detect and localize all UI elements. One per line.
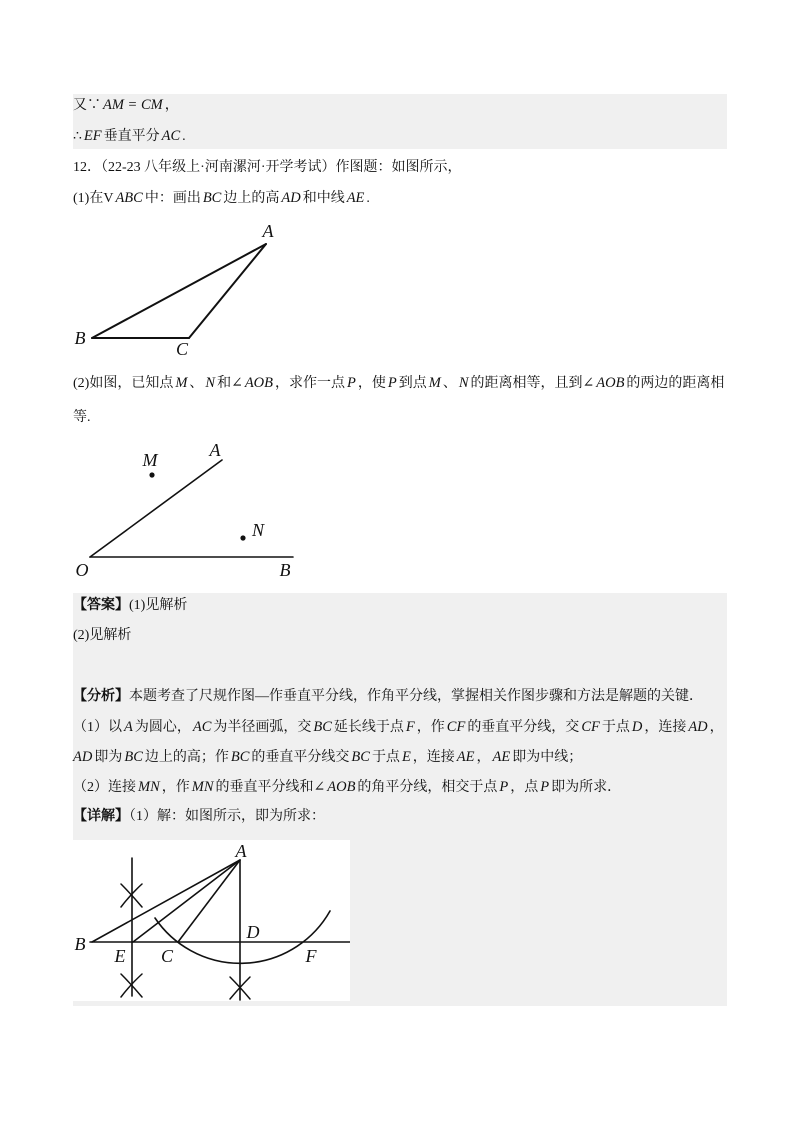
text-run: （1）以 bbox=[73, 720, 122, 735]
point-label-e: E bbox=[114, 946, 126, 966]
text-run: 和中线 bbox=[302, 191, 345, 206]
text-run: ，点 bbox=[510, 780, 539, 795]
point-label-b: B bbox=[74, 328, 86, 348]
math-expression: P bbox=[540, 779, 550, 795]
math-expression: CF bbox=[581, 719, 600, 735]
text-run: 的垂直平分线，交 bbox=[467, 720, 580, 735]
math-expression: CF bbox=[446, 719, 466, 735]
figure-angle-aob bbox=[65, 440, 305, 585]
text-run: (2)见解析 bbox=[73, 628, 132, 643]
text-run: 的两边的距离相 bbox=[626, 376, 725, 391]
text-run: 和∠ bbox=[217, 376, 243, 391]
section-tag: 【详解】 bbox=[73, 809, 129, 824]
text-run: 延长线于点 bbox=[333, 720, 404, 735]
text-run: (2)如图，已知点 bbox=[73, 376, 174, 391]
text-run: （1）解：如图所示，即为所求： bbox=[129, 809, 325, 824]
math-expression: AC bbox=[192, 719, 212, 735]
text-run: 即为中线； bbox=[512, 750, 583, 765]
text-run: 的垂直平分线和∠ bbox=[215, 780, 326, 795]
point-label-c: C bbox=[160, 946, 174, 966]
question-part-1 bbox=[73, 183, 727, 213]
detail-line-1 bbox=[73, 802, 727, 832]
analysis-line-4 bbox=[73, 772, 727, 802]
text-run: (1)见解析 bbox=[129, 598, 188, 613]
math-expression: AD bbox=[73, 749, 93, 765]
math-expression: M bbox=[175, 375, 188, 391]
text-run: . bbox=[182, 129, 186, 144]
text-run: 又∵ bbox=[73, 98, 101, 113]
text-run: 为半径画弧，交 bbox=[213, 720, 312, 735]
text-run: ，求作一点 bbox=[275, 376, 346, 391]
analysis-line-3 bbox=[73, 742, 727, 772]
text-run: ，使 bbox=[357, 376, 386, 391]
text-run: ， bbox=[709, 720, 724, 735]
point-label-a: A bbox=[209, 440, 221, 460]
point-label-a: A bbox=[235, 841, 247, 861]
text-run: 的垂直平分线交 bbox=[251, 750, 350, 765]
math-expression: A bbox=[124, 719, 133, 735]
point-label-m: M bbox=[142, 450, 158, 470]
text-run: 即为所求． bbox=[551, 780, 622, 795]
text-run: 中：画出 bbox=[144, 191, 201, 206]
text-run: （2）连接 bbox=[73, 780, 136, 795]
math-expression: E bbox=[401, 749, 411, 765]
point-n bbox=[240, 535, 245, 540]
text-run: ， bbox=[164, 98, 179, 113]
text-run: ，连接 bbox=[644, 720, 687, 735]
section-tag: 【分析】 bbox=[73, 689, 129, 704]
math-expression: AC bbox=[161, 128, 181, 144]
analysis-line-1 bbox=[73, 682, 727, 712]
question-part-2-line-2 bbox=[73, 403, 727, 433]
text-run: ，连接 bbox=[412, 750, 455, 765]
text-run: (1)在V bbox=[73, 191, 114, 206]
previous-solution-line-2 bbox=[73, 121, 727, 151]
question-title bbox=[73, 153, 727, 183]
math-expression: MN bbox=[138, 779, 160, 795]
math-expression: AOB bbox=[596, 375, 625, 391]
text-run: 垂直平分 bbox=[103, 129, 160, 144]
point-label-d: D bbox=[246, 922, 260, 942]
math-expression: P bbox=[387, 375, 397, 391]
math-expression: BC bbox=[313, 719, 332, 735]
text-run: 边上的高 bbox=[223, 191, 280, 206]
math-expression: AM = CM bbox=[103, 97, 163, 113]
answer-line-1 bbox=[73, 591, 727, 621]
text-run: 为圆心， bbox=[134, 720, 191, 735]
math-expression: D bbox=[631, 719, 643, 735]
math-expression: AE bbox=[456, 749, 475, 765]
side-ba bbox=[92, 244, 266, 338]
math-expression: MN bbox=[191, 779, 214, 795]
text-run: 即为 bbox=[94, 750, 123, 765]
math-expression: BC bbox=[124, 749, 143, 765]
side-ac bbox=[189, 244, 266, 338]
point-label-a: A bbox=[262, 221, 274, 241]
math-expression: ABC bbox=[115, 190, 143, 206]
math-expression: AD bbox=[281, 190, 301, 206]
point-label-b: B bbox=[74, 934, 86, 954]
text-run: 、 bbox=[189, 376, 204, 391]
figure-construction bbox=[73, 840, 350, 1002]
point-label-c: C bbox=[175, 339, 189, 359]
math-expression: N bbox=[458, 375, 469, 391]
text-run: 本题考查了尺规作图—作垂直平分线，作角平分线，掌握相关作图步骤和方法是解题的关键． bbox=[129, 689, 703, 704]
text-run: ， bbox=[476, 750, 491, 765]
text-run: ，作 bbox=[416, 720, 445, 735]
math-expression: M bbox=[428, 375, 441, 391]
point-label-n: N bbox=[251, 520, 265, 540]
text-run: 边上的高；作 bbox=[144, 750, 229, 765]
text-run: 到点 bbox=[398, 376, 427, 391]
segment-ba bbox=[92, 860, 240, 942]
math-expression: BC bbox=[202, 190, 222, 206]
math-expression: AD bbox=[688, 719, 708, 735]
point-m bbox=[149, 472, 154, 477]
math-expression: P bbox=[499, 779, 509, 795]
analysis-line-2 bbox=[73, 712, 727, 742]
text-run: . bbox=[366, 191, 370, 206]
math-expression: EF bbox=[83, 128, 102, 144]
text-run: 12．（22-23 八年级上·河南漯河·开学考试）作图题：如图所示， bbox=[73, 160, 462, 175]
text-run: 的角平分线，相交于点 bbox=[357, 780, 498, 795]
text-run: ，作 bbox=[161, 780, 190, 795]
math-expression: AOB bbox=[327, 779, 356, 795]
answer-line-2 bbox=[73, 621, 727, 651]
text-run: 于点 bbox=[371, 750, 400, 765]
text-run: ∴ bbox=[73, 129, 82, 144]
text-run: 于点 bbox=[601, 720, 630, 735]
math-expression: AE bbox=[492, 749, 511, 765]
ray-oa bbox=[90, 460, 222, 557]
math-expression: BC bbox=[230, 749, 250, 765]
previous-solution-line-1 bbox=[73, 90, 727, 120]
question-part-2-line-1 bbox=[73, 368, 727, 398]
text-run: 等. bbox=[73, 410, 91, 425]
math-expression: BC bbox=[351, 749, 370, 765]
text-run: 的距离相等，且到∠ bbox=[470, 376, 595, 391]
math-expression: AOB bbox=[244, 375, 274, 391]
math-expression: F bbox=[405, 719, 415, 735]
section-tag: 【答案】 bbox=[73, 598, 129, 613]
point-label-o: O bbox=[75, 560, 89, 580]
point-label-b: B bbox=[279, 560, 291, 580]
math-expression: P bbox=[347, 375, 356, 391]
point-label-f: F bbox=[305, 946, 317, 966]
math-expression: N bbox=[205, 375, 216, 391]
figure-triangle-abc bbox=[60, 215, 290, 365]
math-expression: AE bbox=[346, 190, 365, 206]
text-run: 、 bbox=[442, 376, 457, 391]
